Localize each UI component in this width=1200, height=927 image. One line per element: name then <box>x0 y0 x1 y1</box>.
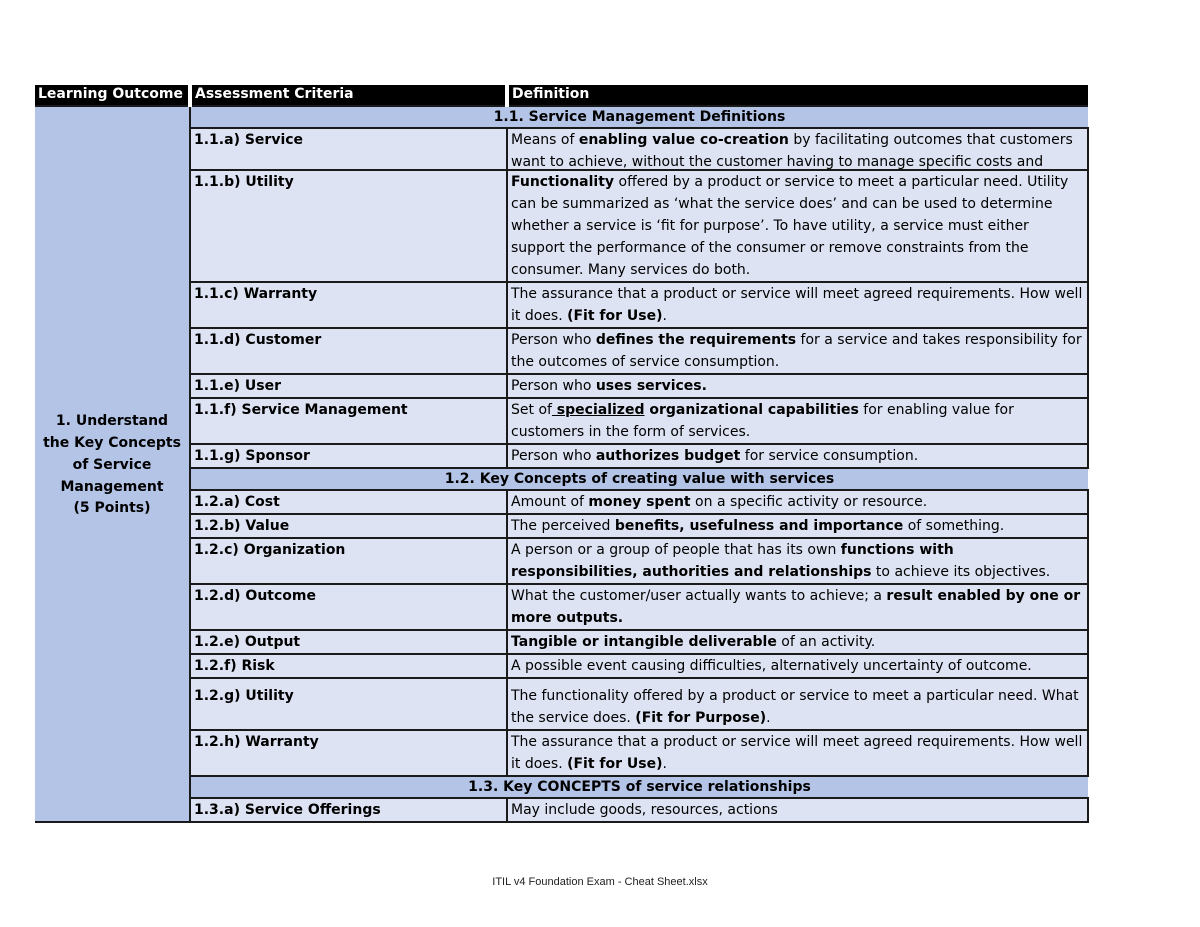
header-learning-outcome[interactable]: Learning Outcome <box>35 85 190 106</box>
definition-text: by facilitating outcomes that customers want to achieve, without the customer having to manage specific costs and <box>511 132 1073 170</box>
definition-text: to achieve its objectives. <box>871 564 1051 580</box>
definition-cell[interactable] <box>507 170 1088 282</box>
definition-text: The functionality offered by a product or service to meet a particular need. What the service does. <box>511 688 1079 726</box>
table-row <box>35 490 1088 514</box>
definition-bold: (Fit for Purpose) <box>635 710 767 726</box>
definition-bold-underline: specialized <box>551 402 645 418</box>
definition-text: Means of <box>511 132 579 148</box>
definition-bold: (Fit for Use) <box>567 308 663 324</box>
definition-cell[interactable] <box>507 374 1088 398</box>
criteria-cell[interactable]: 1.1.e) User <box>190 374 507 398</box>
section-header-1-1[interactable]: 1.1. Service Management Definitions <box>190 106 1088 128</box>
criteria-cell[interactable]: 1.3.a) Service Offerings <box>190 798 507 822</box>
learning-outcome-title: 1. Understand the Key Concepts of Service Management <box>43 413 181 495</box>
definition-text: for a service and takes responsibility for the outcomes of service consumption. <box>511 332 1082 370</box>
criteria-cell[interactable]: 1.2.g) Utility <box>190 678 507 730</box>
section-row <box>35 468 1088 490</box>
definition-cell[interactable] <box>507 328 1088 374</box>
header-row <box>35 85 1088 106</box>
criteria-cell[interactable]: 1.1.b) Utility <box>190 170 507 282</box>
table-row <box>35 374 1088 398</box>
table-row <box>35 584 1088 630</box>
definition-text: . <box>662 308 667 324</box>
criteria-cell[interactable]: 1.2.d) Outcome <box>190 584 507 630</box>
definition-text: Person who <box>511 378 596 394</box>
definition-text: for service consumption. <box>740 448 919 464</box>
criteria-cell[interactable]: 1.1.c) Warranty <box>190 282 507 328</box>
definition-cell[interactable] <box>507 490 1088 514</box>
definition-bold: functions with responsibilities, authorities and relationships <box>511 542 954 580</box>
definition-bold: organizational capabilities <box>644 402 859 418</box>
definition-text: May include goods, resources, actions <box>511 802 778 818</box>
definition-text: Person who <box>511 332 596 348</box>
definition-text: of an activity. <box>776 634 876 650</box>
definition-bold: money spent <box>588 494 691 510</box>
definition-text: on a specific activity or resource. <box>690 494 928 510</box>
definition-text: Amount of <box>511 494 589 510</box>
table-row <box>35 630 1088 654</box>
definition-bold: Functionality <box>511 174 615 190</box>
definition-bold: benefits, usefulness and importance <box>614 518 904 534</box>
criteria-cell[interactable]: 1.2.a) Cost <box>190 490 507 514</box>
definition-cell[interactable] <box>507 398 1088 444</box>
definition-cell[interactable] <box>507 282 1088 328</box>
definition-bold: defines the requirements <box>595 332 797 348</box>
definition-cell[interactable] <box>507 128 1088 170</box>
definition-cell[interactable] <box>507 654 1088 678</box>
table-row <box>35 538 1088 584</box>
definition-text: What the customer/user actually wants to achieve; a <box>511 588 887 604</box>
header-definition[interactable]: Definition <box>507 85 1088 106</box>
table-row <box>35 514 1088 538</box>
definition-text: offered by a product or service to meet a particular need. Utility can be summarized as ‘what the service does’ and can be used to determine whether a service is ‘fit for purpose’. To have utility, a service must either support the performance of the consumer or remove constraints from the consumer. Many services do both. <box>511 174 1069 278</box>
section-header-1-3[interactable]: 1.3. Key CONCEPTS of service relationships <box>190 776 1088 798</box>
criteria-cell[interactable]: 1.2.b) Value <box>190 514 507 538</box>
section-header-1-2[interactable]: 1.2. Key Concepts of creating value with services <box>190 468 1088 490</box>
definition-text: . <box>766 710 771 726</box>
definition-cell[interactable] <box>507 630 1088 654</box>
definition-bold: result enabled by one or more outputs. <box>511 588 1081 626</box>
table-row <box>35 654 1088 678</box>
definition-cell[interactable] <box>507 444 1088 468</box>
definition-text: A possible event causing difficulties, alternatively uncertainty of outcome. <box>511 658 1032 674</box>
header-assessment-criteria[interactable]: Assessment Criteria <box>190 85 507 106</box>
definition-text: A person or a group of people that has its own <box>511 542 841 558</box>
criteria-cell[interactable]: 1.1.a) Service <box>190 128 507 170</box>
table-row <box>35 170 1088 282</box>
criteria-cell[interactable]: 1.2.c) Organization <box>190 538 507 584</box>
definition-bold: Tangible or intangible deliverable <box>511 634 777 650</box>
definition-cell[interactable] <box>507 798 1088 822</box>
definition-bold: enabling value co-creation <box>578 132 789 148</box>
criteria-cell[interactable]: 1.1.d) Customer <box>190 328 507 374</box>
definition-bold: authorizes budget <box>595 448 741 464</box>
definition-text: of something. <box>903 518 1005 534</box>
table-row <box>35 678 1088 730</box>
table-row <box>35 730 1088 776</box>
table-row <box>35 128 1088 170</box>
table-row <box>35 444 1088 468</box>
section-row <box>35 776 1088 798</box>
table-row <box>35 282 1088 328</box>
definition-text: Person who <box>511 448 596 464</box>
criteria-cell[interactable]: 1.1.f) Service Management <box>190 398 507 444</box>
definition-bold: (Fit for Use) <box>567 756 663 772</box>
learning-outcome-points: (5 Points) <box>73 500 151 516</box>
definition-text: Set of <box>511 402 552 418</box>
definition-text: for enabling value for customers in the form of services. <box>511 402 1014 440</box>
definition-cell[interactable] <box>507 584 1088 630</box>
definition-cell[interactable] <box>507 678 1088 730</box>
definition-cell[interactable] <box>507 538 1088 584</box>
table-row <box>35 798 1088 822</box>
definition-text: The perceived <box>511 518 615 534</box>
criteria-cell[interactable]: 1.1.g) Sponsor <box>190 444 507 468</box>
section-row <box>35 106 1088 128</box>
table-row <box>35 398 1088 444</box>
cheat-sheet-table <box>35 85 1089 823</box>
definition-text: . <box>662 756 667 772</box>
criteria-cell[interactable]: 1.2.h) Warranty <box>190 730 507 776</box>
table-row <box>35 328 1088 374</box>
definition-cell[interactable] <box>507 514 1088 538</box>
page-footer: ITIL v4 Foundation Exam - Cheat Sheet.xlsx <box>492 876 708 888</box>
cheat-sheet-table-container <box>35 85 1088 823</box>
definition-text: The assurance that a product or service will meet agreed requirements. How well it does. <box>511 734 1083 772</box>
definition-cell[interactable] <box>507 730 1088 776</box>
criteria-cell[interactable]: 1.2.e) Output <box>190 630 507 654</box>
learning-outcome-cell[interactable] <box>35 106 190 822</box>
criteria-cell[interactable]: 1.2.f) Risk <box>190 654 507 678</box>
definition-text: The assurance that a product or service will meet agreed requirements. How well it does. <box>511 286 1083 324</box>
definition-bold: uses services. <box>595 378 707 394</box>
